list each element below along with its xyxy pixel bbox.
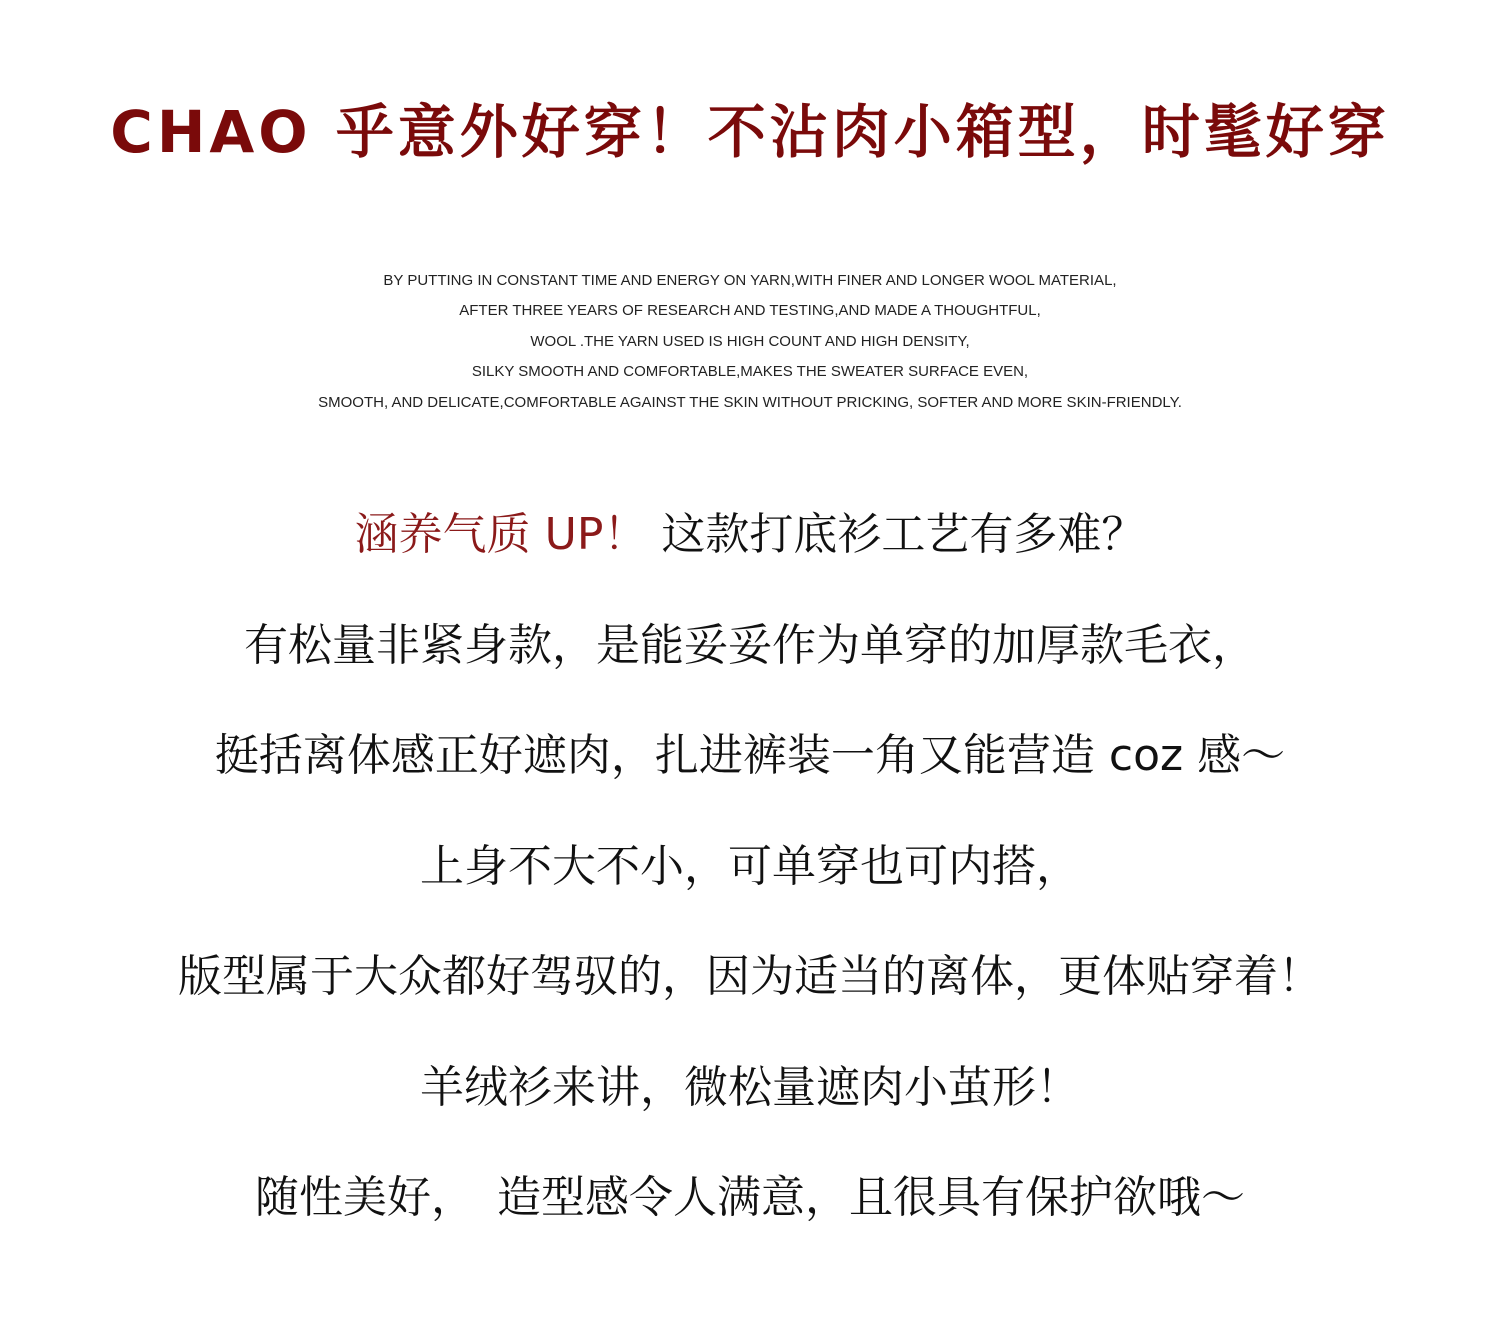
body-line: 随性美好， 造型感令人满意，且很具有保护欲哦～ — [255, 1172, 1245, 1223]
chinese-description — [0, 480, 1500, 1254]
english-line: SILKY SMOOTH AND COMFORTABLE,MAKES THE SWEATER SURFACE EVEN, — [471, 363, 1029, 381]
body-line: 羊绒衫来讲，微松量遮肉小茧形！ — [420, 1061, 1080, 1113]
body-line: 挺括离体感正好遮肉，扎进裤装一角又能营造 coz 感～ — [214, 730, 1286, 781]
english-line: SMOOTH, AND DELICATE,COMFORTABLE AGAINST THE SKIN WITHOUT PRICKING, SOFTER AND MORE SKIN-FRIENDLY. — [318, 393, 1182, 411]
lead-line — [0, 480, 1500, 591]
english-line: AFTER THREE YEARS OF RESEARCH AND TESTING,AND MADE A THOUGHTFUL, — [459, 302, 1041, 320]
page-headline: CHAO 乎意外好穿！不沾肉小箱型，时髦好穿 — [110, 98, 1390, 166]
body-line: 上身不大不小，可单穿也可内搭， — [420, 840, 1080, 892]
english-line: WOOL .THE YARN USED IS HIGH COUNT AND HIGH DENSITY, — [530, 332, 970, 350]
lead-question: 这款打底衫工艺有多难？ — [661, 509, 1146, 560]
body-line: 有松量非紧身款，是能妥妥作为单穿的加厚款毛衣， — [244, 619, 1256, 671]
english-line: BY PUTTING IN CONSTANT TIME AND ENERGY ON YARN,WITH FINER AND LONGER WOOL MATERIAL, — [383, 272, 1117, 289]
english-description — [0, 266, 1500, 418]
body-line: 版型属于大众都好驾驭的，因为适当的离体，更体贴穿着！ — [178, 951, 1322, 1002]
lead-highlight: 涵养气质 UP！ — [354, 509, 648, 560]
